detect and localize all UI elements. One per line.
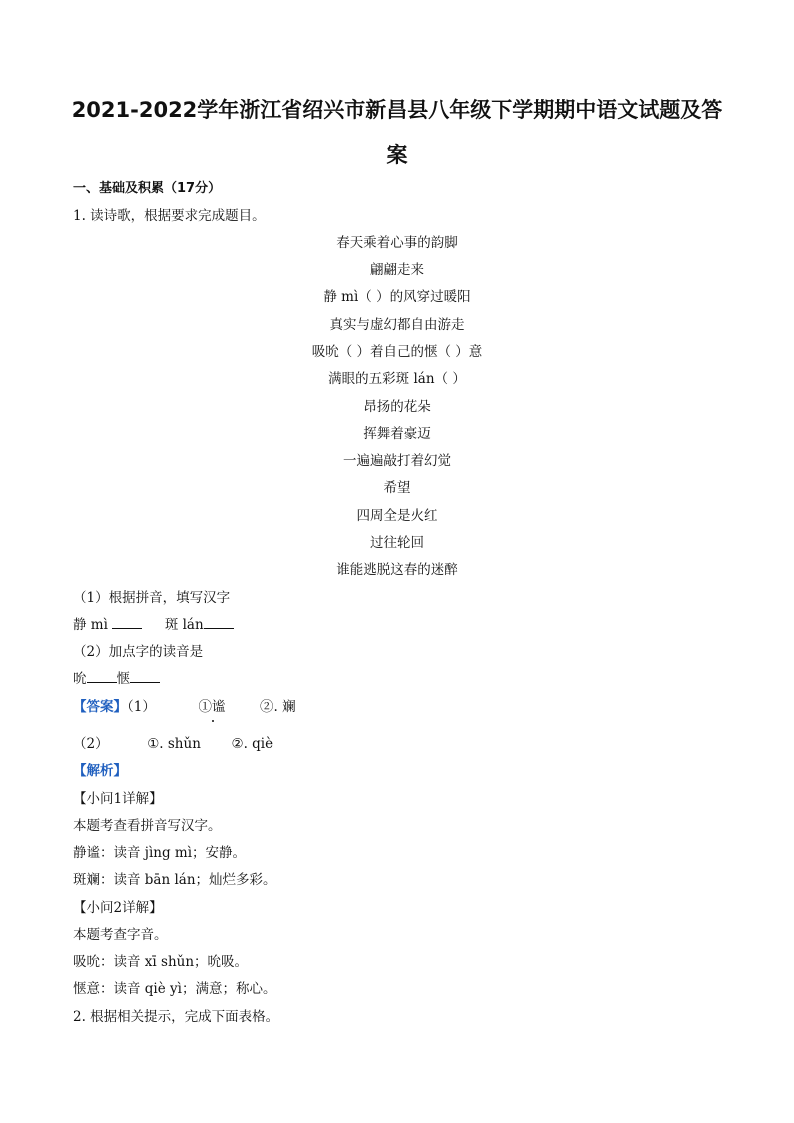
detail-1-heading: 【小问1详解】 xyxy=(73,791,163,807)
answer-blank xyxy=(112,616,142,629)
answer-blank xyxy=(130,670,160,683)
detail-1-intro: 本题考查看拼音写汉字。 xyxy=(73,818,222,834)
poem-line: 挥舞着豪迈 xyxy=(363,426,431,442)
poem-line: 吸吮（ ）着自己的惬（ ）意 xyxy=(311,344,483,360)
answer-part-2-num: （2） xyxy=(73,736,109,752)
poem-line: 一遍遍敲打着幻觉 xyxy=(343,453,451,469)
detail-2-item-a: 吸吮：读音 xī shǔn；吮吸。 xyxy=(73,954,249,970)
answer-part-1-a: ①谧 xyxy=(198,699,226,715)
sub-question-2-blanks xyxy=(73,670,160,688)
poem-line: 翩翩走来 xyxy=(370,262,424,278)
detail-2-heading: 【小问2详解】 xyxy=(73,900,163,916)
sub-question-1-label: （1）根据拼音，填写汉字 xyxy=(73,590,231,606)
detail-1-item-a: 静谧：读音 jìng mì；安静。 xyxy=(73,845,247,861)
answer-part-1-b: ②. 斓 xyxy=(260,699,296,715)
poem-line: 真实与虚幻都自由游走 xyxy=(329,317,465,333)
poem-line: 过往轮回 xyxy=(370,535,424,551)
question-1-stem: 1. 读诗歌，根据要求完成题目。 xyxy=(73,208,266,224)
sub-question-2-label: （2）加点字的读音是 xyxy=(73,644,204,660)
detail-1-item-b: 斑斓：读音 bān lán；灿烂多彩。 xyxy=(73,872,277,888)
page-title-line-2: 案 xyxy=(386,143,408,167)
detail-2-item-b: 惬意：读音 qiè yì；满意；称心。 xyxy=(73,981,277,997)
page-title-line-1: 2021-2022学年浙江省绍兴市新昌县八年级下学期期中语文试题及答 xyxy=(71,98,723,122)
blank-label-b: 斑 lán xyxy=(164,617,204,633)
poem-line: 静 mì（ ）的风穿过暖阳 xyxy=(323,289,471,305)
detail-2-intro: 本题考查字音。 xyxy=(73,927,168,943)
analysis-tag: 【解析】 xyxy=(73,763,127,779)
answer-blank xyxy=(87,670,117,683)
answer-part-2-b: ②. qiè xyxy=(231,736,274,752)
answer-part-1-num: （1） xyxy=(127,699,156,715)
sub-question-1-blanks xyxy=(73,616,234,634)
poem-line: 希望 xyxy=(383,480,411,496)
answer-part-2-a: ①. shǔn xyxy=(147,736,201,752)
poem-line: 满眼的五彩斑 lán（ ） xyxy=(328,371,466,387)
answer-line-1 xyxy=(73,698,296,716)
poem-line: 春天乘着心事的韵脚 xyxy=(336,235,458,251)
poem-line: 谁能逃脱这春的迷醉 xyxy=(336,562,458,578)
section-heading: 一、基础及积累（17分） xyxy=(73,181,222,196)
blank-label-a: 静 mì xyxy=(73,617,108,633)
blank-label-b: 惬 xyxy=(116,671,130,687)
poem-line: 四周全是火红 xyxy=(356,508,438,524)
answer-blank xyxy=(204,616,234,629)
question-2-stem: 2. 根据相关提示，完成下面表格。 xyxy=(73,1009,280,1025)
poem-line: 昂扬的花朵 xyxy=(363,399,431,415)
blank-label-a: 吮 xyxy=(73,671,87,687)
answer-line-2 xyxy=(73,735,273,753)
answer-tag: 【答案】 xyxy=(73,699,127,715)
